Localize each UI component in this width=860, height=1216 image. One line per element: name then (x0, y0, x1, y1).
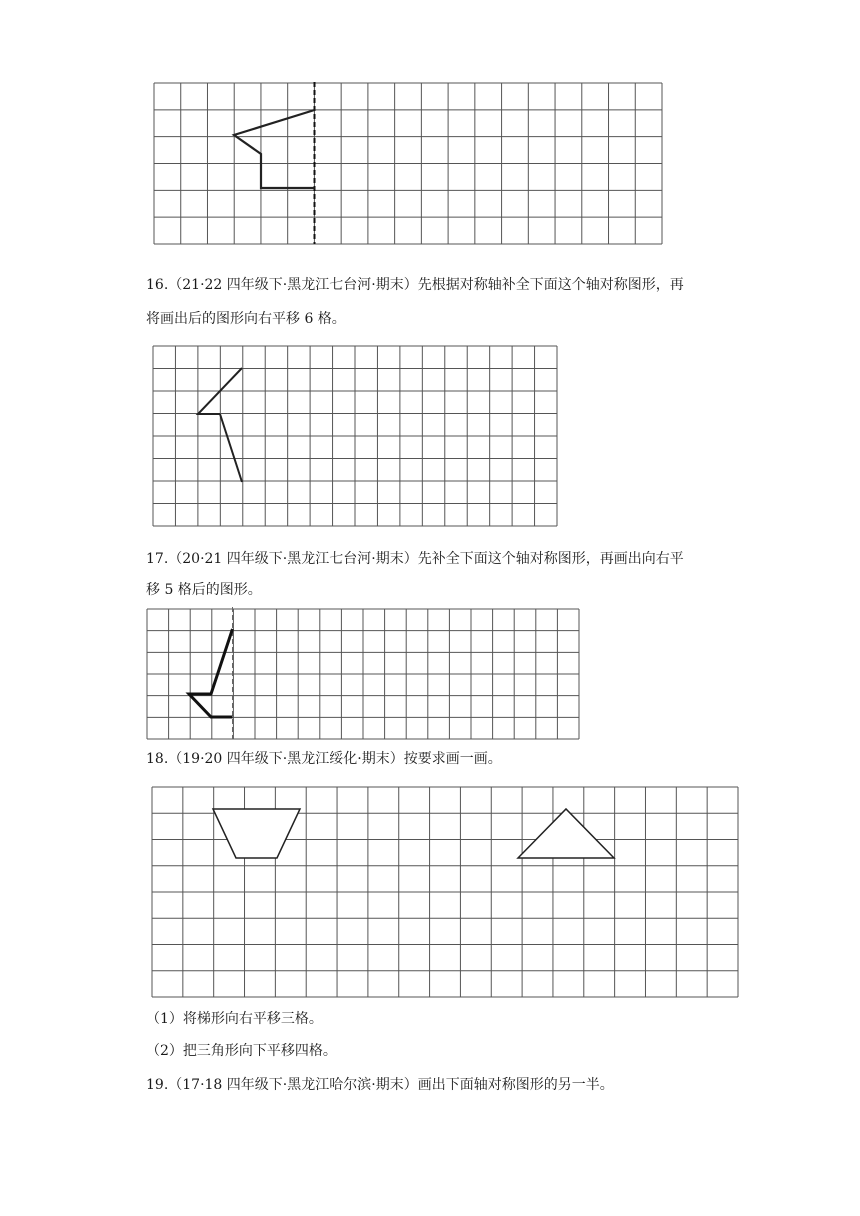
question-number: 17. (146, 551, 169, 567)
grid-lines (154, 83, 662, 244)
triangle (518, 809, 614, 858)
sub-question: （2）把三角形向下平移四格。 (146, 1043, 337, 1059)
question-text: 按要求画一画。 (403, 751, 502, 767)
half-figure (189, 629, 233, 717)
grid-figure-18 (150, 785, 740, 999)
half-figure (234, 110, 315, 188)
grid-figure-16 (150, 344, 560, 528)
question-text: 移 5 格后的图形。 (146, 582, 262, 598)
question-source: （19·20 四年级下·黑龙江绥化·期末） (168, 751, 404, 767)
question-number: 16. (146, 277, 169, 293)
question-16-line-2 (146, 309, 346, 329)
question-17-line-1 (146, 549, 684, 569)
grid-lines (147, 609, 579, 739)
question-number: 19. (146, 1077, 169, 1093)
sub-question: （1）将梯形向右平移三格。 (146, 1011, 323, 1027)
question-text: 将画出后的图形向右平移 6 格。 (146, 311, 346, 327)
question-18-sub-2 (146, 1041, 337, 1061)
grid-figure-15 (150, 80, 665, 248)
question-16-line-1 (146, 275, 684, 295)
grid-lines (153, 346, 557, 526)
question-text: 先补全下面这个轴对称图形，再画出向右平 (417, 551, 684, 567)
question-text: 先根据对称轴补全下面这个轴对称图形，再 (417, 277, 684, 293)
half-figure-lower (220, 414, 242, 482)
question-source: （20·21 四年级下·黑龙江七台河·期末） (168, 551, 418, 567)
grid-figure-17 (145, 607, 581, 741)
question-18-sub-1 (146, 1009, 323, 1029)
trapezoid (213, 809, 300, 858)
question-source: （21·22 四年级下·黑龙江七台河·期末） (168, 277, 418, 293)
question-number: 18. (146, 751, 169, 767)
question-source: （17·18 四年级下·黑龙江哈尔滨·期末） (168, 1077, 418, 1093)
question-19-line-1 (146, 1075, 614, 1095)
question-17-line-2 (146, 580, 262, 600)
question-text: 画出下面轴对称图形的另一半。 (417, 1077, 614, 1093)
question-18-line-1 (146, 749, 502, 769)
